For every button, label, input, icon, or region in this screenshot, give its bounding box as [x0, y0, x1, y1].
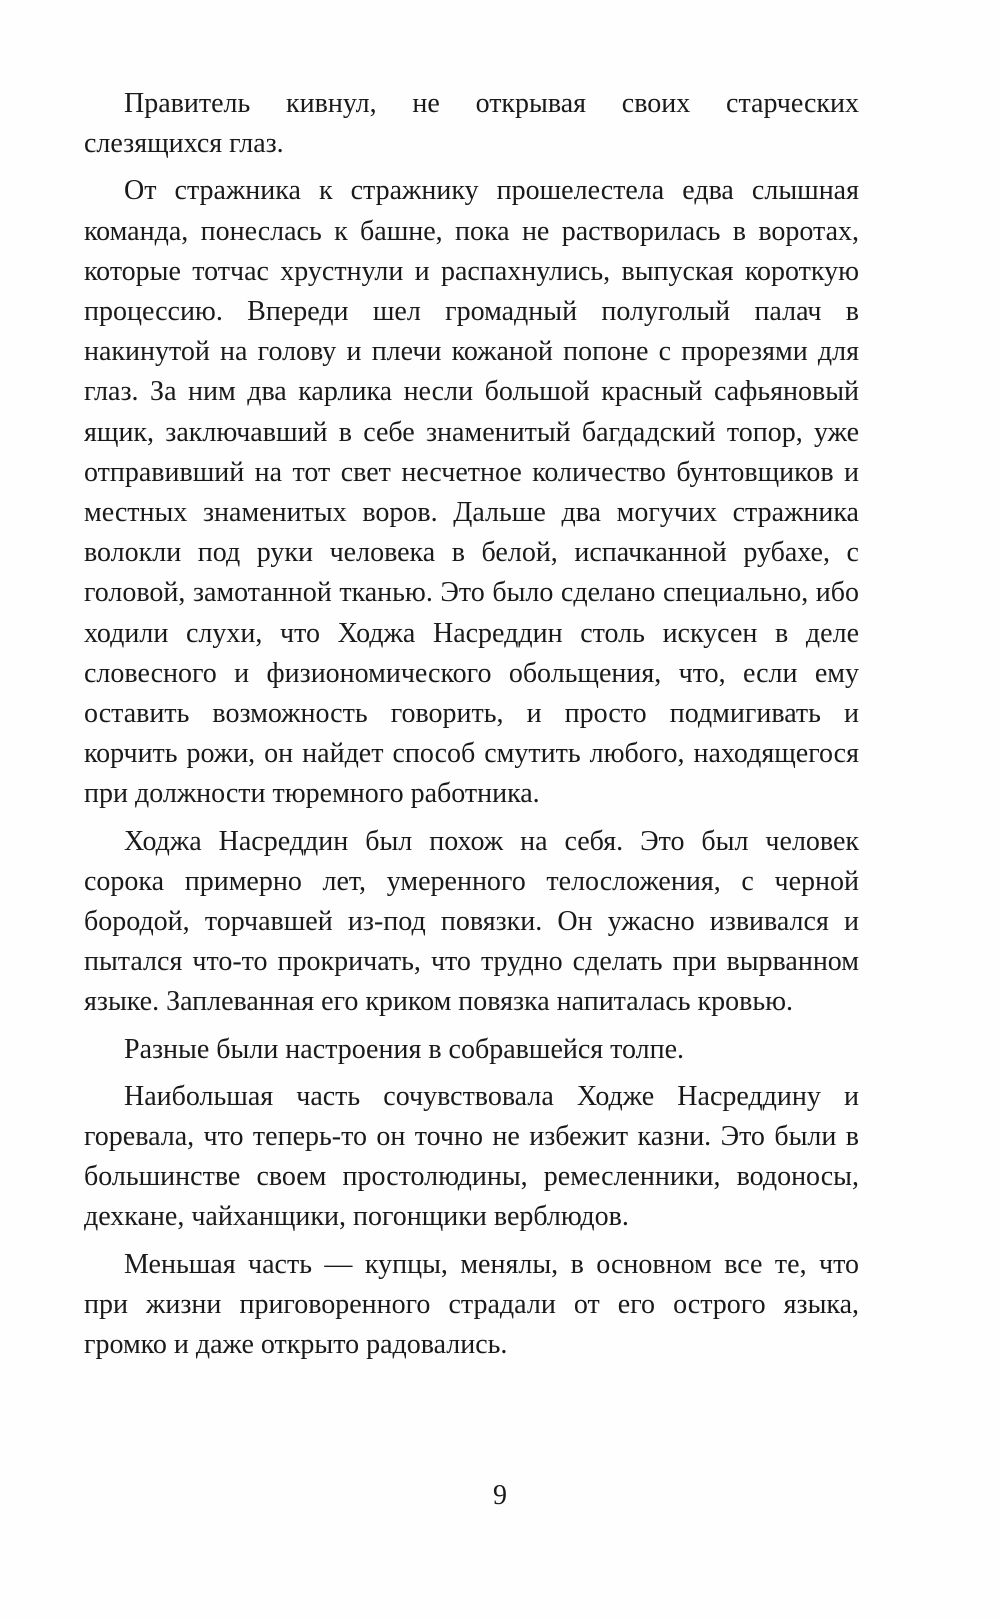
paragraph: Наибольшая часть сочувствовала Ходже Насреддину и горевала, что теперь-то он точно не избежит казни. Это были в большинстве своем простолюдины, ремесленники, водоносы, дехкане, чайханщики, погонщики верблюдов. — [84, 1080, 859, 1233]
paragraph: Меньшая часть — купцы, менялы, в основном все те, что при жизни приговоренного страдали от его острого языка, громко и даже открыто радовались. — [84, 1248, 859, 1361]
page-number: 9 — [493, 1480, 507, 1511]
paragraph: Ходжа Насреддин был похож на себя. Это был человек сорока примерно лет, умеренного телосложения, с черной бородой, торчавшей из-под повязки. Он ужасно извивался и пытался что-то прокричать, что трудно сделать при вырванном языке. Заплеванная его криком повязка напиталась кровью. — [84, 825, 859, 1018]
paragraph: От стражника к стражнику прошелестела едва слышная команда, понеслась к башне, пока не растворилась в воротах, которые тотчас хрустнули и распахнулись, выпуская короткую процессию. Впереди шел громадный полуголый палач в накинутой на голову и плечи кожаной попоне с прорезями для глаз. За ним два карлика несли большой красный сафьяновый ящик, заключавший в себе знаменитый багдадский топор, уже отправивший на тот свет несчетное количество бунтовщиков и местных знаменитых воров. Дальше два могучих стражника волокли под руки человека в белой, испачканной рубахе, с головой, замотанной тканью. Это было сделано специально, ибо ходили слухи, что Ходжа Насреддин столь искусен в деле словесного и физиономического обольщения, что, если ему оставить возможность говорить, и просто подмигивать и корчить рожи, он найдет способ смутить любого, находящегося при должности тюремного работника. — [84, 175, 859, 810]
body-text — [84, 84, 859, 1372]
paragraph: Разные были настроения в собравшейся толпе. — [124, 1033, 685, 1065]
paragraph: Правитель кивнул, не открывая своих старческих слезящихся глаз. — [84, 88, 859, 160]
